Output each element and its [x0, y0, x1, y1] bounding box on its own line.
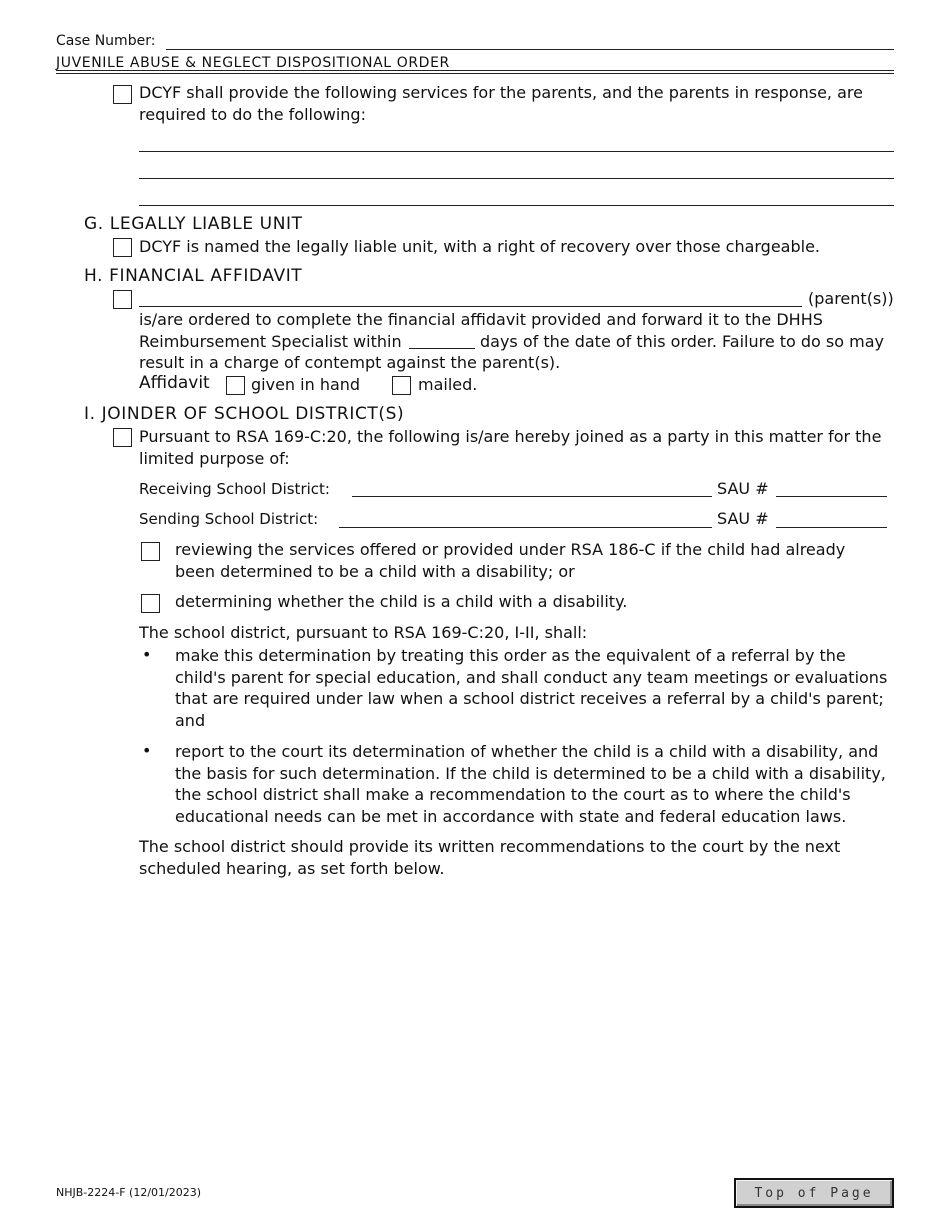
- receiving-sau-field[interactable]: [776, 496, 887, 497]
- bullet-dot: •: [142, 645, 152, 664]
- mailed-checkbox[interactable]: [392, 376, 411, 395]
- determining-disability-text: determining whether the child is a child with a disability.: [175, 592, 628, 611]
- legally-liable-checkbox[interactable]: [113, 238, 132, 257]
- bullet-item-2: report to the court its determination of whether the child is a child with a disability, and the basis for such determination. If the child is determined to be a child with a disability, the school district shall make a recommendation to the court as to where the child's educational needs can be met in accordance with state and federal education laws.: [175, 742, 886, 826]
- affidavit-line-1: is/are ordered to complete the financial affidavit provided and forward it to the DHHS: [139, 310, 823, 329]
- parents-services-text: DCYF shall provide the following services for the parents, and the parents in response, are required to do the following:: [139, 83, 863, 124]
- services-line-1[interactable]: [139, 151, 894, 152]
- given-in-hand-label: given in hand: [251, 375, 361, 394]
- joinder-intro: Pursuant to RSA 169-C:20, the following is/are hereby joined as a party in this matter for the limited purpose of:: [139, 427, 882, 468]
- given-in-hand-checkbox[interactable]: [226, 376, 245, 395]
- sending-sau-label: SAU #: [717, 509, 769, 528]
- top-of-page-button[interactable]: Top of Page: [734, 1178, 894, 1208]
- affidavit-line-2-pre: Reimbursement Specialist within: [139, 332, 402, 351]
- joinder-checkbox[interactable]: [113, 428, 132, 447]
- mailed-label: mailed.: [418, 375, 478, 394]
- receiving-sau-label: SAU #: [717, 479, 769, 498]
- affidavit-label: Affidavit: [139, 373, 210, 393]
- sending-district-label: Sending School District:: [139, 510, 319, 528]
- section-g-title: G. LEGALLY LIABLE UNIT: [84, 214, 303, 234]
- section-h-title: H. FINANCIAL AFFIDAVIT: [84, 266, 303, 286]
- days-field[interactable]: [409, 348, 475, 349]
- parent-names-field[interactable]: [139, 306, 802, 307]
- services-line-2[interactable]: [139, 178, 894, 179]
- form-id: NHJB-2224-F (12/01/2023): [56, 1186, 202, 1199]
- header-divider-double: [56, 73, 894, 74]
- shall-intro: The school district, pursuant to RSA 169-C:20, I-II, shall:: [139, 623, 588, 642]
- receiving-district-label: Receiving School District:: [139, 480, 330, 498]
- bullet-dot: •: [142, 741, 152, 760]
- financial-affidavit-checkbox[interactable]: [113, 290, 132, 309]
- receiving-district-field[interactable]: [352, 496, 712, 497]
- legally-liable-text: DCYF is named the legally liable unit, with a right of recovery over those chargeable.: [139, 237, 821, 256]
- services-line-3[interactable]: [139, 205, 894, 206]
- case-number-field[interactable]: [166, 49, 894, 50]
- determining-disability-checkbox[interactable]: [141, 594, 160, 613]
- sending-district-field[interactable]: [339, 527, 712, 528]
- bullet-item-1: make this determination by treating this order as the equivalent of a referral by the child's parent for special education, and shall conduct any team meetings or evaluations that are required under law when a school district receives a referral by a child's parent; and: [175, 646, 888, 730]
- form-title: JUVENILE ABUSE & NEGLECT DISPOSITIONAL ORDER: [56, 55, 450, 71]
- affidavit-line-3: result in a charge of contempt against the parent(s).: [139, 353, 561, 372]
- header-divider: [56, 70, 894, 71]
- section-i-title: I. JOINDER OF SCHOOL DISTRICT(S): [84, 404, 405, 424]
- parents-services-checkbox[interactable]: [113, 85, 132, 104]
- parent-suffix: (parent(s)): [808, 289, 894, 308]
- reviewing-services-text: reviewing the services offered or provided under RSA 186-C if the child had already been determined to be a child with a disability; or: [175, 540, 846, 581]
- reviewing-services-checkbox[interactable]: [141, 542, 160, 561]
- sending-sau-field[interactable]: [776, 527, 887, 528]
- case-number-label: Case Number:: [56, 33, 156, 49]
- closing-text: The school district should provide its written recommendations to the court by the next scheduled hearing, as set forth below.: [139, 837, 841, 878]
- affidavit-line-2-post: days of the date of this order. Failure to do so may: [480, 332, 884, 351]
